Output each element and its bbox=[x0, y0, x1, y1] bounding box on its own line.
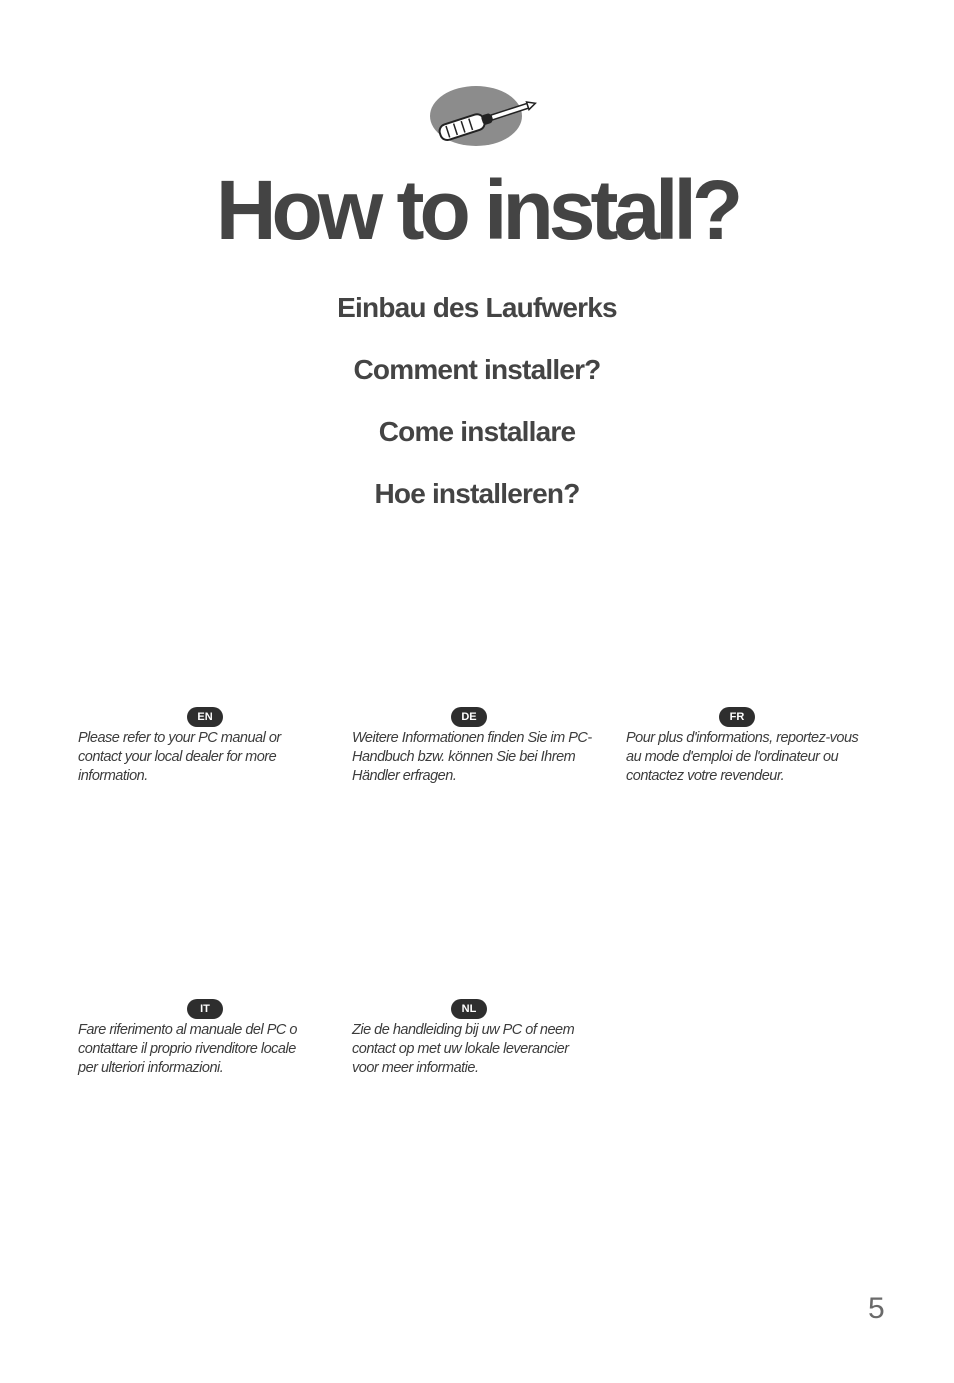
note-nl bbox=[352, 999, 592, 1078]
subtitle-nl: Hoe installeren? bbox=[374, 478, 580, 509]
language-badge-nl: NL bbox=[451, 999, 487, 1019]
language-badge-en: EN bbox=[187, 707, 223, 727]
subtitle-list bbox=[0, 286, 954, 534]
language-badge-it: IT bbox=[187, 999, 223, 1019]
screwdriver-icon bbox=[424, 82, 544, 152]
subtitle-fr: Comment installer? bbox=[353, 354, 601, 385]
subtitle-de: Einbau des Laufwerks bbox=[337, 292, 617, 323]
note-fr bbox=[626, 707, 866, 786]
page-title: How to install? bbox=[215, 163, 739, 257]
subtitle-it: Come installare bbox=[378, 416, 576, 447]
note-text-en: Please refer to your PC manual or contact your local dealer for more information. bbox=[78, 730, 281, 784]
language-badge-fr: FR bbox=[719, 707, 755, 727]
note-text-de: Weitere Informationen finden Sie im PC-Handbuch bzw. können Sie bei Ihrem Händler erfragen. bbox=[352, 730, 592, 784]
note-text-fr: Pour plus d'informations, reportez-vous au mode d'emploi de l'ordinateur ou contactez votre revendeur. bbox=[626, 730, 859, 784]
note-de bbox=[352, 707, 592, 786]
page-number: 5 bbox=[868, 1292, 885, 1325]
language-badge-de: DE bbox=[451, 707, 487, 727]
note-it bbox=[78, 999, 318, 1078]
note-text-nl: Zie de handleiding bij uw PC of neem contact op met uw lokale leverancier voor meer informatie. bbox=[352, 1022, 575, 1076]
note-text-it: Fare riferimento al manuale del PC o contattare il proprio rivenditore locale per ulteriori informazioni. bbox=[78, 1022, 297, 1076]
note-en bbox=[78, 707, 318, 786]
